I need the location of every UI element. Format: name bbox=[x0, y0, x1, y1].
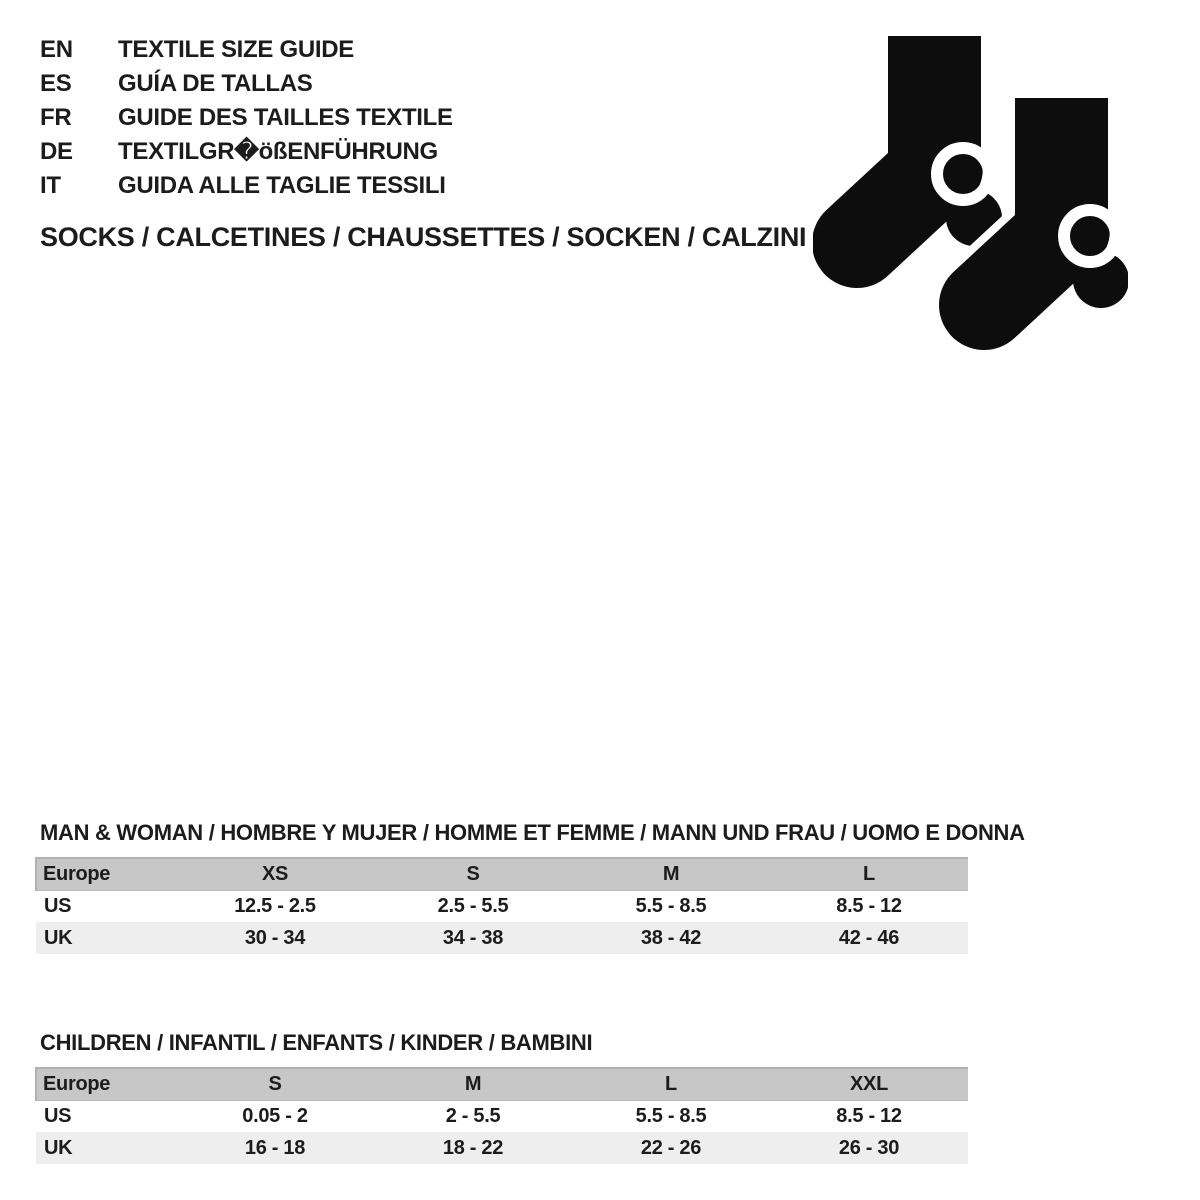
adults-size-table bbox=[35, 857, 968, 954]
language-row-fr bbox=[40, 101, 453, 135]
row-label: US bbox=[44, 1104, 72, 1127]
size-value: 2.5 - 5.5 bbox=[437, 894, 509, 917]
adults-table-header-row bbox=[36, 858, 968, 890]
column-header-size-xs: XS bbox=[261, 862, 289, 885]
adults-size-section bbox=[35, 820, 1025, 954]
size-value: 2 - 5.5 bbox=[445, 1104, 501, 1127]
language-code: EN bbox=[40, 36, 73, 63]
size-value: 8.5 - 12 bbox=[836, 894, 902, 917]
children-size-section bbox=[35, 1030, 968, 1164]
sock-right bbox=[984, 90, 1128, 316]
children-table-header-row bbox=[36, 1068, 968, 1100]
size-value: 18 - 22 bbox=[442, 1136, 504, 1159]
children-table-title: CHILDREN / INFANTIL / ENFANTS / KINDER / BAMBINI bbox=[40, 1030, 593, 1055]
children-table-row-us bbox=[36, 1100, 968, 1132]
language-label: GUIDA ALLE TAGLIE TESSILI bbox=[118, 172, 446, 199]
language-code: ES bbox=[40, 70, 72, 97]
size-value: 30 - 34 bbox=[244, 926, 306, 949]
column-header-size-l: L bbox=[863, 862, 875, 885]
column-header-size-xxl: XXL bbox=[850, 1072, 888, 1095]
language-row-de bbox=[40, 135, 453, 169]
column-header-size-s: S bbox=[268, 1072, 282, 1095]
size-value: 12.5 - 2.5 bbox=[234, 894, 316, 917]
size-value: 0.05 - 2 bbox=[242, 1104, 308, 1127]
size-value: 26 - 30 bbox=[838, 1136, 900, 1159]
children-size-table bbox=[35, 1067, 968, 1164]
size-value: 5.5 - 8.5 bbox=[635, 894, 707, 917]
column-header-region: Europe bbox=[36, 1068, 176, 1100]
language-row-en bbox=[40, 33, 453, 67]
column-header-region: Europe bbox=[36, 858, 176, 890]
size-value: 16 - 18 bbox=[244, 1136, 306, 1159]
socks-icon bbox=[813, 28, 1128, 363]
language-code: IT bbox=[40, 172, 61, 199]
adults-table-row-us bbox=[36, 890, 968, 922]
size-value: 22 - 26 bbox=[640, 1136, 702, 1159]
language-code: DE bbox=[40, 138, 73, 165]
language-row-it bbox=[40, 169, 453, 203]
size-value: 8.5 - 12 bbox=[836, 1104, 902, 1127]
adults-table-title: MAN & WOMAN / HOMBRE Y MUJER / HOMME ET FEMME / MANN UND FRAU / UOMO E DONNA bbox=[40, 820, 1025, 845]
language-row-es bbox=[40, 67, 453, 101]
column-header-size-m: M bbox=[662, 862, 680, 885]
row-label: UK bbox=[44, 1136, 73, 1159]
size-value: 34 - 38 bbox=[442, 926, 504, 949]
language-label: GUÍA DE TALLAS bbox=[118, 70, 313, 97]
language-list bbox=[40, 33, 453, 203]
children-table-row-uk bbox=[36, 1132, 968, 1164]
size-value: 5.5 - 8.5 bbox=[635, 1104, 707, 1127]
column-header-size-m: M bbox=[464, 1072, 482, 1095]
language-label: TEXTILE SIZE GUIDE bbox=[118, 36, 354, 63]
row-label: UK bbox=[44, 926, 73, 949]
language-label: TEXTILGR�ößENFÜHRUNG bbox=[118, 138, 438, 165]
row-label: US bbox=[44, 894, 72, 917]
column-header-size-l: L bbox=[665, 1072, 677, 1095]
size-value: 42 - 46 bbox=[838, 926, 900, 949]
column-header-size-s: S bbox=[466, 862, 480, 885]
sock-left bbox=[857, 36, 1002, 246]
category-title: SOCKS / CALCETINES / CHAUSSETTES / SOCKEN / CALZINI bbox=[40, 222, 807, 252]
language-code: FR bbox=[40, 104, 72, 131]
language-label: GUIDE DES TAILLES TEXTILE bbox=[118, 104, 453, 131]
adults-table-row-uk bbox=[36, 922, 968, 954]
size-value: 38 - 42 bbox=[640, 926, 702, 949]
